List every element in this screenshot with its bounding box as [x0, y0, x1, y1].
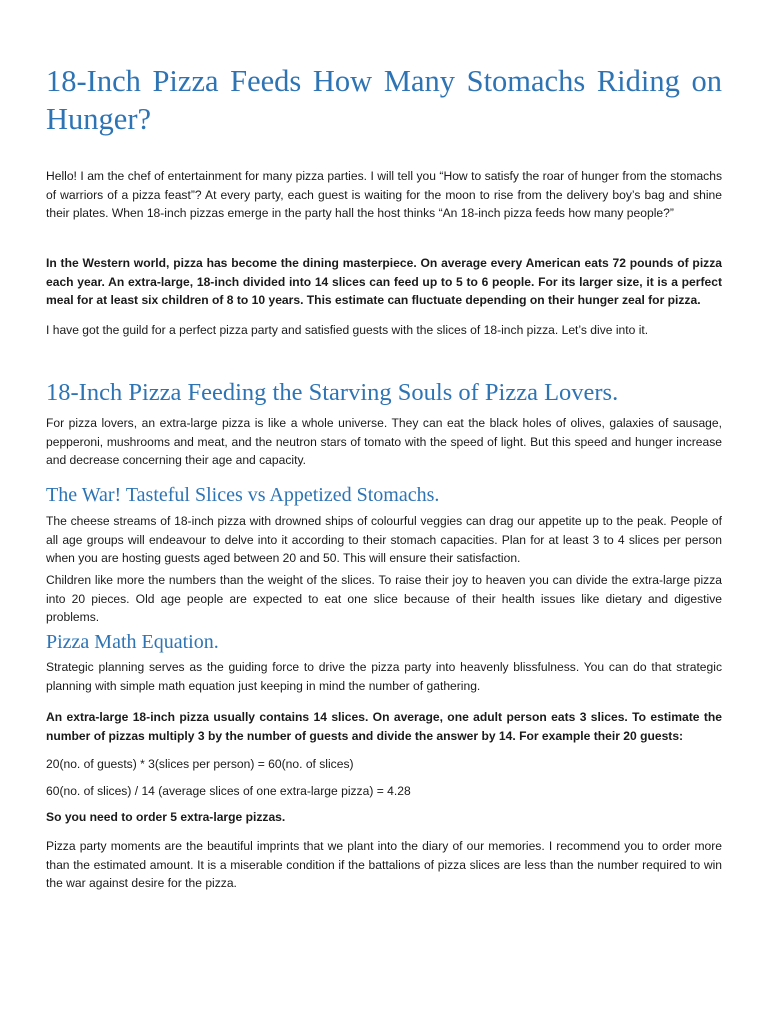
section-paragraph-cheese-streams: The cheese streams of 18-inch pizza with drowned ships of colourful veggies can drag our appetite up to the peak. People of all age groups will endeavour to delve into it according to their stomach capacities. Plan for at least 3 to 4 slices per person when you are hosting guests aged between 20 and 50. This will ensure their satisfaction. — [46, 514, 722, 566]
page-title: 18-Inch Pizza Feeds How Many Stomachs Riding on Hunger? — [46, 64, 722, 136]
intro-paragraph: Hello! I am the chef of entertainment for many pizza parties. I will tell you “How to satisfy the roar of hunger from the stomachs of warriors of a pizza feast”? At every party, each guest is waiting for the moon to rise from the delivery boy’s bag and shine their plates. When 18-inch pizzas emerge in the party hall the host thinks “An 18-inch pizza feeds how many people?” — [46, 169, 722, 221]
section-heading-pizza-math: Pizza Math Equation. — [46, 631, 219, 653]
equation-pizzas: 60(no. of slices) / 14 (average slices of one extra-large pizza) = 4.28 — [46, 784, 411, 798]
section-paragraph-pizza-lovers: For pizza lovers, an extra-large pizza is like a whole universe. They can eat the black holes of olives, galaxies of sausage, pepperoni, mushrooms and meat, and the neutron stars of tomato with the speed of light. But this speed and hunger increase and decrease concerning their age and capacity. — [46, 416, 722, 468]
intro-closing-paragraph: I have got the guild for a perfect pizza party and satisfied guests with the slices of 18-inch pizza. Let’s dive into it. — [46, 323, 649, 337]
equation-guests: 20(no. of guests) * 3(slices per person) = 60(no. of slices) — [46, 757, 354, 771]
section-heading-starving-souls: 18-Inch Pizza Feeding the Starving Souls of Pizza Lovers. — [46, 379, 619, 406]
section-paragraph-strategic-planning: Strategic planning serves as the guiding force to drive the pizza party into heavenly blissfulness. You can do that strategic planning with simple math equation just keeping in mind the number of gathering. — [46, 660, 722, 693]
section-paragraph-children: Children like more the numbers than the weight of the slices. To raise their joy to heaven you can divide the extra-large pizza into 20 pieces. Old age people are expected to eat one slice because of their health issues like dietary and digestive problems. — [46, 573, 722, 625]
section-heading-war: The War! Tasteful Slices vs Appetized Stomachs. — [46, 484, 440, 506]
intro-bold-paragraph: In the Western world, pizza has become the dining masterpiece. On average every American eats 72 pounds of pizza each year. An extra-large, 18-inch divided into 14 slices can feed up to 5 to 6 people. For its larger size, it is a perfect meal for at least six children of 8 to 10 years. This estimate can fluctuate depending on their hunger zeal for pizza. — [46, 256, 722, 308]
section-bold-paragraph-slices: An extra-large 18-inch pizza usually contains 14 slices. On average, one adult person eats 3 slices. To estimate the number of pizzas multiply 3 by the number of guests and divide the answer by 14. For example their 20 guests: — [46, 710, 722, 743]
result-statement: So you need to order 5 extra-large pizzas. — [46, 810, 286, 824]
closing-paragraph: Pizza party moments are the beautiful imprints that we plant into the diary of our memories. I recommend you to order more than the estimated amount. It is a miserable condition if the battalions of pizza slices are less than the number required to win the war against desire for the pizza. — [46, 839, 722, 891]
